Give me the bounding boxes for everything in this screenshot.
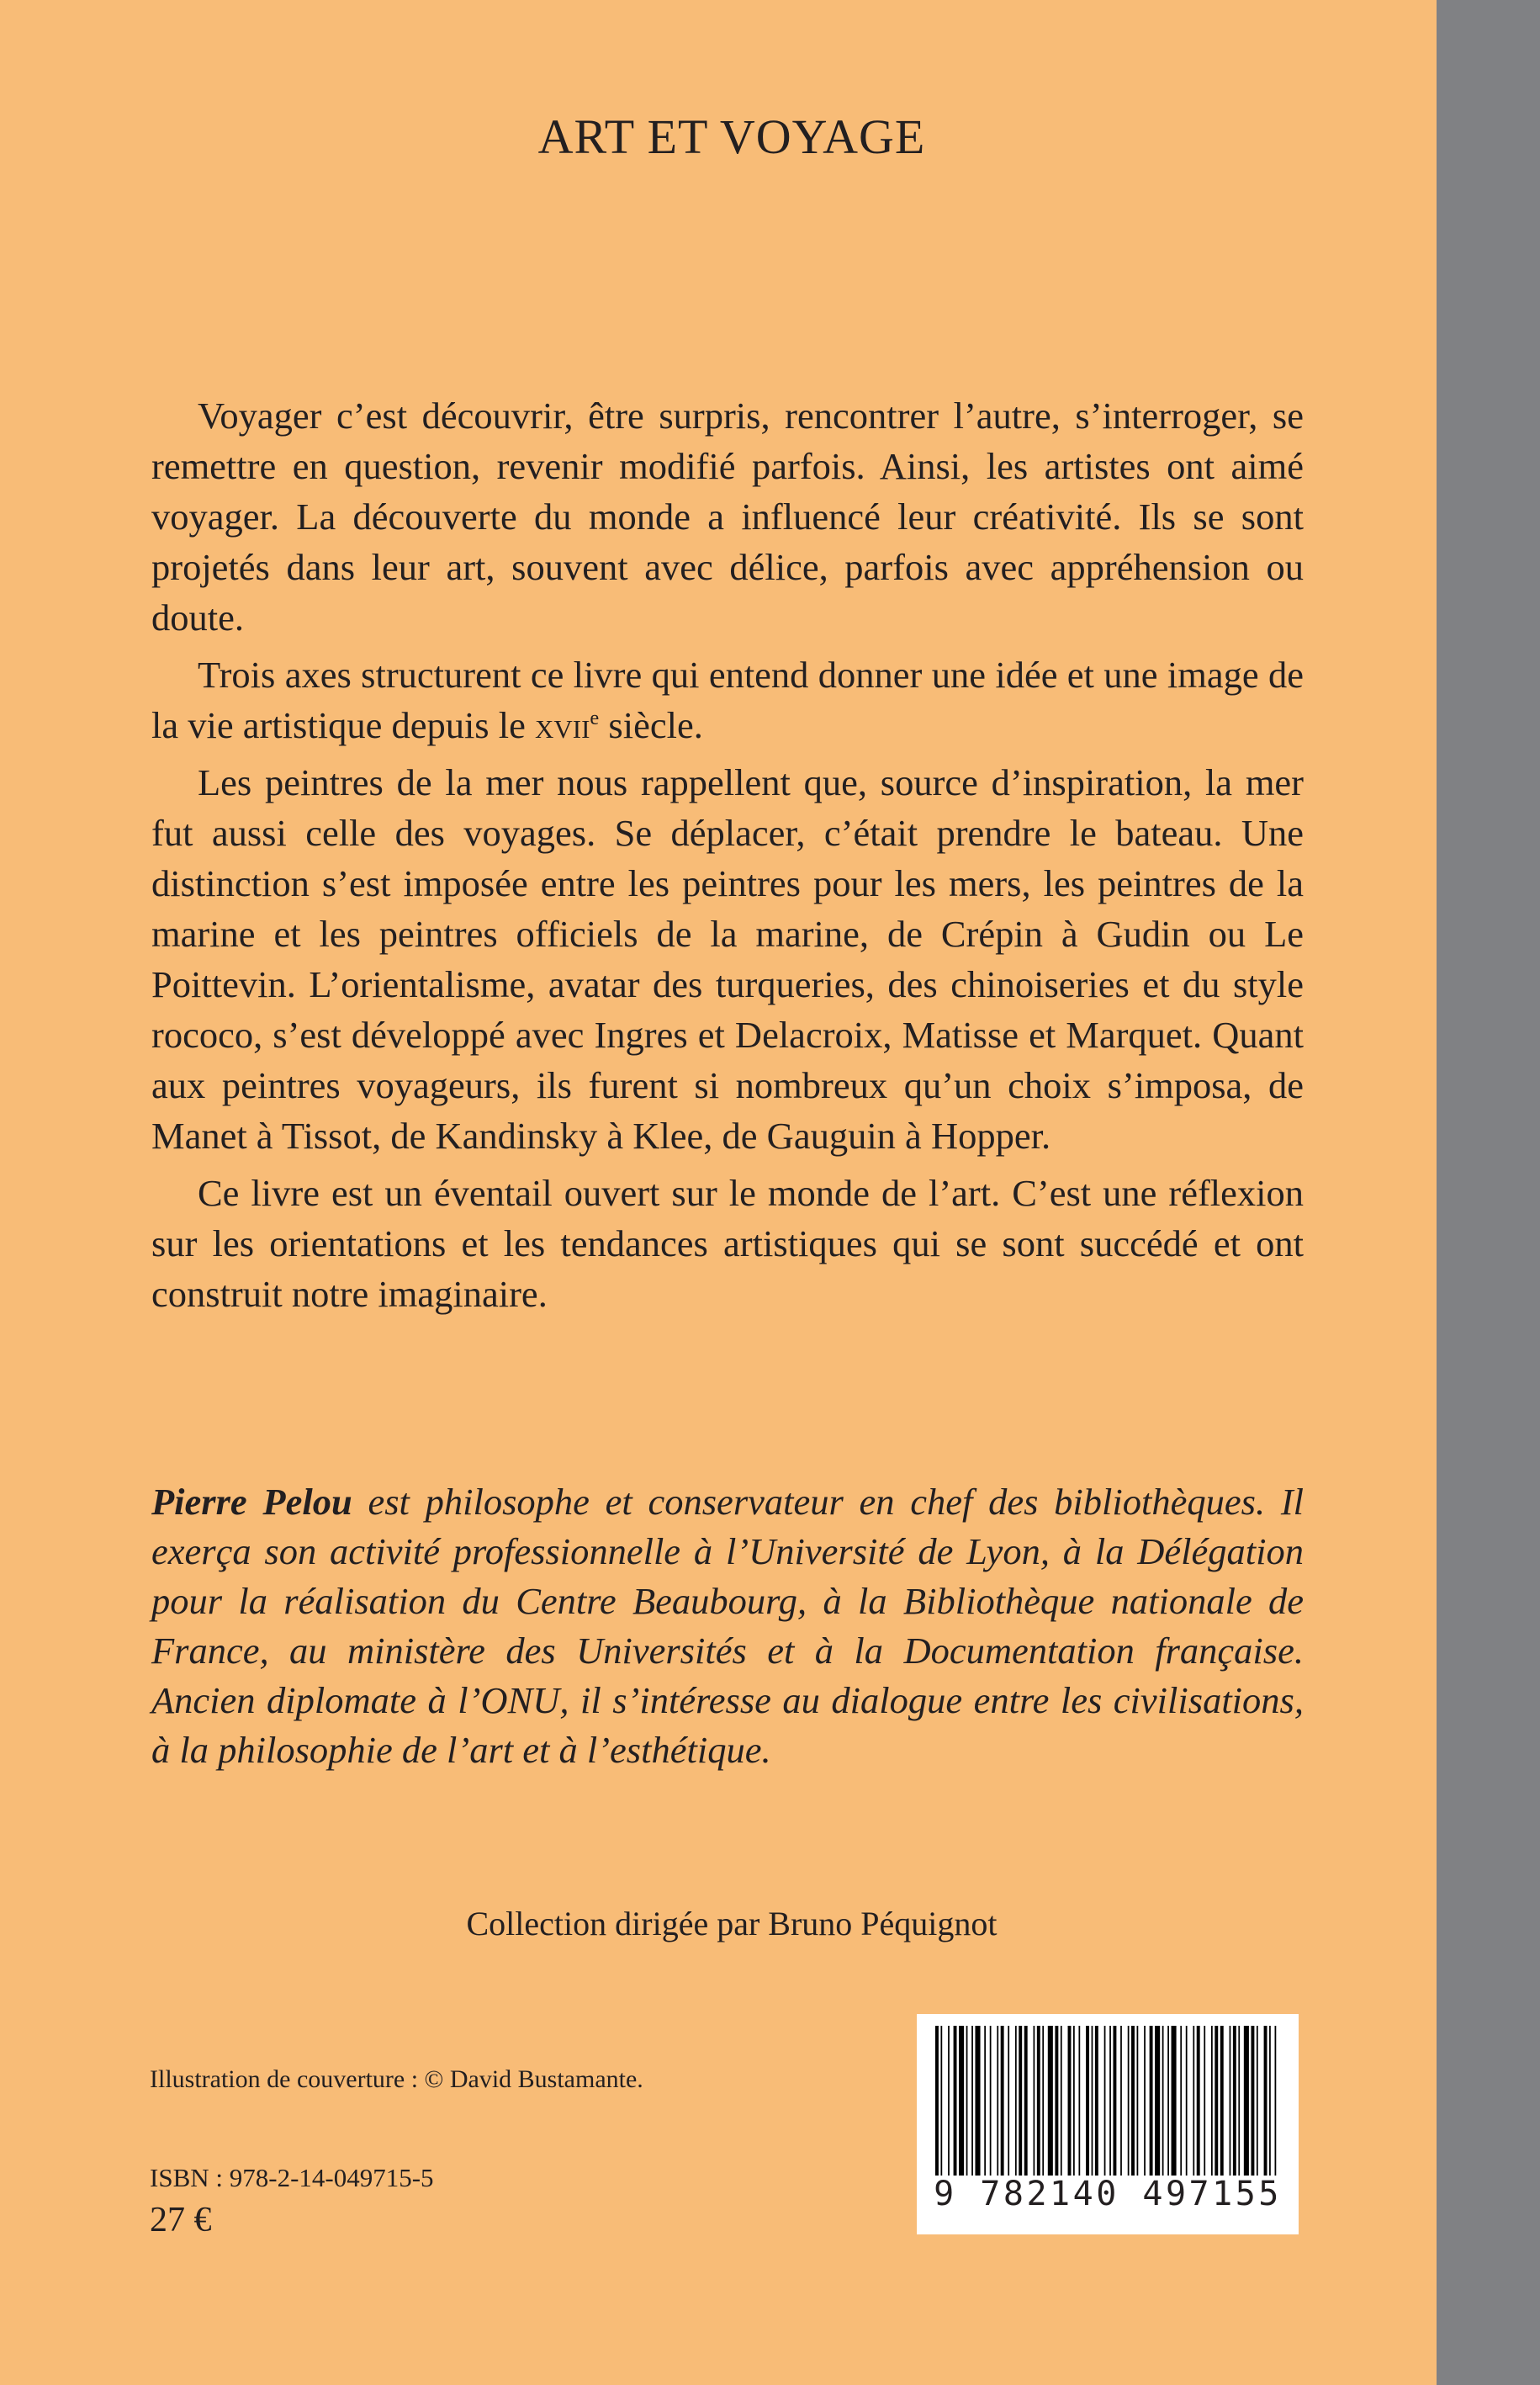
barcode-bar — [1128, 2026, 1130, 2176]
barcode-bar — [1113, 2026, 1116, 2176]
barcode-bar — [1008, 2026, 1009, 2176]
barcode-bar — [1162, 2026, 1164, 2176]
author-bio — [151, 1477, 1304, 1775]
book-summary — [151, 390, 1304, 1319]
barcode-bar — [1180, 2026, 1182, 2176]
barcode-bar — [975, 2026, 980, 2176]
barcode-bar — [1095, 2026, 1098, 2176]
barcode-bar — [1092, 2026, 1093, 2176]
barcode-bar — [1257, 2026, 1258, 2176]
barcode-bar — [1068, 2026, 1072, 2176]
barcode-bar — [1061, 2026, 1062, 2176]
barcode-bar — [1150, 2026, 1153, 2176]
barcode-bar — [1024, 2026, 1028, 2176]
barcode-bar — [1015, 2026, 1017, 2176]
barcode-bar — [1172, 2026, 1177, 2176]
barcode-bar — [1131, 2026, 1135, 2176]
barcode-bar — [1197, 2026, 1200, 2176]
summary-paragraph-2 — [151, 649, 1304, 750]
barcode-bar — [1230, 2026, 1231, 2176]
barcode-bar — [1269, 2026, 1271, 2176]
barcode-bars — [935, 2026, 1280, 2176]
barcode-bar — [1215, 2026, 1218, 2176]
barcode-bar — [984, 2026, 986, 2176]
barcode-bar — [935, 2026, 939, 2176]
author-name: Pierre Pelou — [151, 1481, 352, 1523]
summary-p2-end: siècle. — [599, 704, 703, 746]
barcode-bar — [1251, 2026, 1254, 2176]
barcode-bar — [954, 2026, 957, 2176]
barcode-digits: 9 782140 497155 — [934, 2175, 1282, 2213]
barcode-bar — [1037, 2026, 1040, 2176]
barcode-bar — [997, 2026, 998, 2176]
barcode-bar — [1078, 2026, 1080, 2176]
barcode-bar — [1086, 2026, 1089, 2176]
book-title: ART ET VOYAGE — [537, 109, 926, 164]
barcode-bar — [1167, 2026, 1169, 2176]
barcode-bar — [1001, 2026, 1004, 2176]
barcode-bar — [1186, 2026, 1188, 2176]
century-superscript: e — [590, 707, 600, 730]
barcode-bar — [1220, 2026, 1224, 2176]
barcode-bar — [971, 2026, 973, 2176]
collection-line: Collection dirigée par Bruno Péquignot — [466, 1905, 998, 1942]
barcode-bar — [1155, 2026, 1160, 2176]
price: 27 € — [150, 2201, 212, 2239]
barcode-bar — [940, 2026, 942, 2176]
barcode-bar — [1244, 2026, 1249, 2176]
barcode-bar — [948, 2026, 950, 2176]
barcode-bar — [1193, 2026, 1194, 2176]
isbn: ISBN : 978-2-14-049715-5 — [150, 2163, 434, 2192]
barcode-bar — [990, 2026, 992, 2176]
barcode-bar — [1264, 2026, 1267, 2176]
barcode-bar — [1055, 2026, 1058, 2176]
barcode-bar — [1144, 2026, 1146, 2176]
illustration-credit: Illustration de couverture : © David Bustamante. — [150, 2065, 643, 2093]
barcode-bar — [1104, 2026, 1106, 2176]
author-bio-text: est philosophe et conservateur en chef des bibliothèques. Il exerça son activité professionnelle à l’Université de Lyon, à la Délégation pour la réalisation du Centre Beaubourg, à la Bibliothèque nationale de France, au ministère des Universités et à la Documentation française. Ancien diplomate à l’ONU, il s’intéresse au dialogue entre les civilisations, à la philosophie de l’art et à l’esthétique. — [151, 1481, 1304, 1771]
barcode-bar — [966, 2026, 968, 2176]
barcode — [917, 2014, 1299, 2234]
barcode-bar — [1042, 2026, 1044, 2176]
barcode-bar — [1233, 2026, 1236, 2176]
summary-p2-start: Trois axes structurent ce livre qui entend donner une idée et une image de la vie artistique depuis le — [151, 654, 1304, 746]
summary-paragraph-1: Voyager c’est découvrir, être surpris, rencontrer l’autre, s’interroger, se remettre en question, revenir modifié parfois. Ainsi, les artistes ont aimé voyager. La découverte du monde a influencé leur créativité. Ils se sont projetés dans leur art, souvent avec délice, parfois avec appréhension ou doute. — [151, 395, 1304, 639]
barcode-bar — [1019, 2026, 1022, 2176]
barcode-bar — [959, 2026, 964, 2176]
barcode-bar — [1204, 2026, 1205, 2176]
summary-paragraph-4: Ce livre est un éventail ouvert sur le monde de l’art. C’est une réflexion sur les orientations et les tendances artistiques qui se sont succédé et ont construit notre imaginaire. — [151, 1172, 1304, 1315]
barcode-bar — [1109, 2026, 1111, 2176]
barcode-bar — [1275, 2026, 1277, 2176]
barcode-bar — [1120, 2026, 1122, 2176]
barcode-bar — [1238, 2026, 1240, 2176]
barcode-bar — [1034, 2026, 1035, 2176]
century-numeral: xvii — [535, 704, 590, 746]
barcode-bar — [1073, 2026, 1075, 2176]
barcode-bar — [1137, 2026, 1139, 2176]
barcode-bar — [1048, 2026, 1053, 2176]
barcode-bar — [1211, 2026, 1213, 2176]
summary-paragraph-3: Les peintres de la mer nous rappellent que, source d’inspiration, la mer fut aussi celle des voyages. Se déplacer, c’était prendre le bateau. Une distinction s’est imposée entre les peintres pour les mers, les peintres de la marine et les peintres officiels de la marine, de Crépin à Gudin ou Le Poittevin. L’orientalisme, avatar des turqueries, des chinoiseries et du style rococo, s’est développé avec Ingres et Delacroix, Matisse et Marquet. Quant aux peintres voyageurs, ils furent si nombreux qu’un choix s’imposa, de Manet à Tissot, de Kandinsky à Klee, de Gauguin à Hopper. — [151, 761, 1304, 1157]
spine-strip — [1437, 0, 1540, 2385]
